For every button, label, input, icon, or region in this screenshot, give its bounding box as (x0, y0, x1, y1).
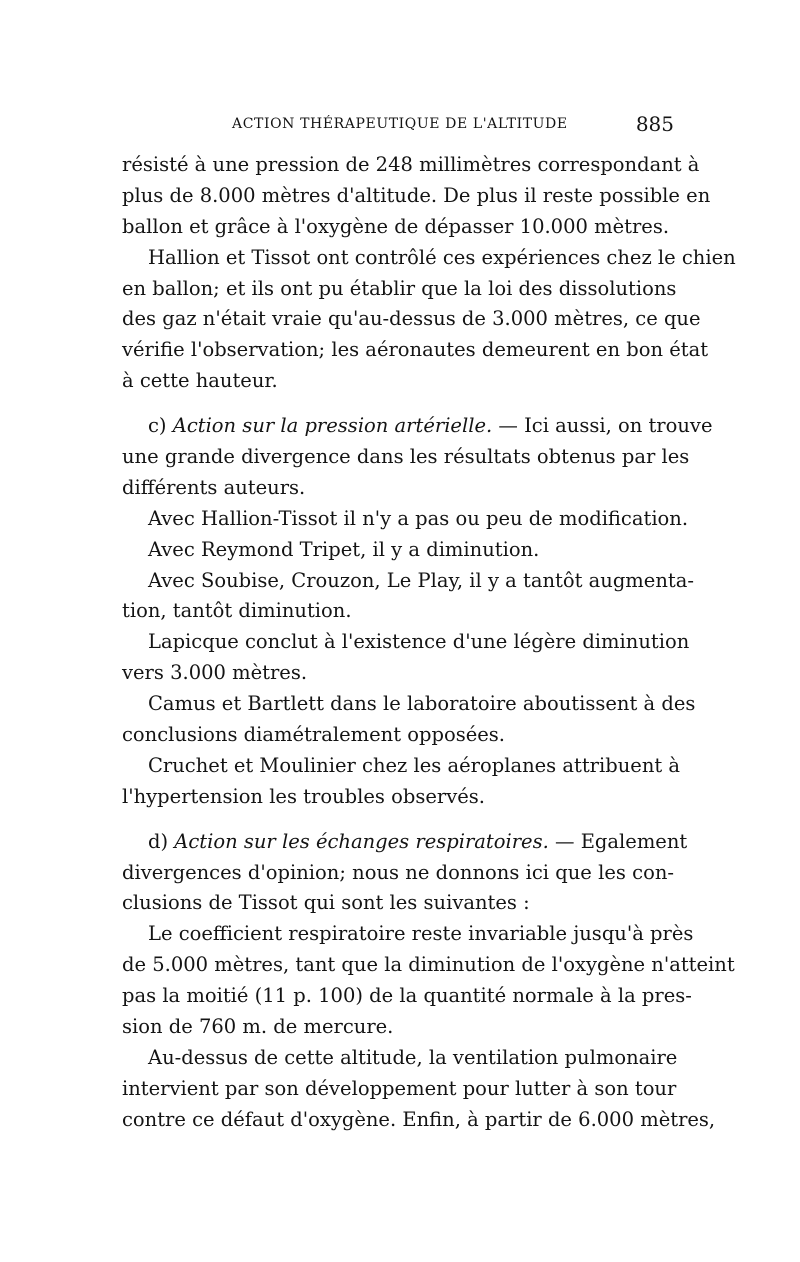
text-line: l'hypertension les troubles observés. (122, 784, 485, 808)
section-lead-in: — Ici aussi, on trouve (492, 414, 713, 438)
text-line: Hallion et Tissot ont contrôlé ces expériences chez le chien (148, 245, 736, 269)
text-line: Avec Reymond Tripet, il y a diminution. (148, 537, 540, 561)
text-line: Avec Hallion-Tissot il n'y a pas ou peu de modification. (148, 506, 689, 530)
text-line: ballon et grâce à l'oxygène de dépasser 10.000 mètres. (122, 214, 670, 238)
section-heading-line (122, 411, 713, 442)
text-line: clusions de Tissot qui sont les suivantes : (122, 891, 530, 915)
section-label: d) (148, 829, 175, 853)
text-line: Le coefficient respiratoire reste invariable jusqu'à près (148, 922, 694, 946)
text-line: résisté à une pression de 248 millimètres correspondant à (122, 153, 700, 176)
section-heading-line (122, 827, 688, 858)
page-number: 885 (635, 112, 674, 136)
text-line: une grande divergence dans les résultats obtenus par les (122, 445, 690, 469)
text-line: contre ce défaut d'oxygène. Enfin, à partir de 6.000 mètres, (122, 1107, 716, 1131)
running-title: ACTION THÉRAPEUTIQUE DE L'ALTITUDE (232, 116, 568, 132)
text-line: tion, tantôt diminution. (122, 599, 352, 623)
text-line: de 5.000 mètres, tant que la diminution de l'oxygène n'atteint (122, 953, 735, 977)
paragraph-gap (122, 397, 674, 411)
text-line: Camus et Bartlett dans le laboratoire aboutissent à des (148, 692, 696, 716)
text-line: Avec Soubise, Crouzon, Le Play, il y a tantôt augmenta- (148, 568, 694, 592)
text-line: vérifie l'observation; les aéronautes demeurent en bon état (122, 338, 709, 362)
paragraph-gap (122, 813, 674, 827)
text-line: Lapicque conclut à l'existence d'une légère diminution (148, 630, 690, 654)
text-line: en ballon; et ils ont pu établir que la loi des dissolutions (122, 276, 677, 300)
text-line: à cette hauteur. (122, 369, 278, 393)
text-line: pas la moitié (11 p. 100) de la quantité normale à la pres- (122, 984, 692, 1008)
running-header (122, 112, 674, 138)
text-line: sion de 760 m. de mercure. (122, 1015, 394, 1039)
section-lead-in: — Egalement (548, 829, 688, 853)
text-line: différents auteurs. (122, 475, 306, 499)
text-line: intervient par son développement pour lutter à son tour (122, 1076, 677, 1100)
text-line: conclusions diamétralement opposées. (122, 723, 505, 747)
text-line: Au-dessus de cette altitude, la ventilation pulmonaire (148, 1045, 678, 1069)
text-line: plus de 8.000 mètres d'altitude. De plus il reste possible en (122, 183, 711, 207)
section-label: c) (148, 414, 173, 438)
section-heading: Action sur la pression artérielle. (172, 414, 493, 438)
section-heading: Action sur les échanges respiratoires. (174, 829, 549, 853)
text-line: divergences d'opinion; nous ne donnons ici que les con- (122, 860, 674, 884)
text-line: des gaz n'était vraie qu'au-dessus de 3.000 mètres, ce que (122, 307, 701, 331)
body-text (122, 150, 736, 1136)
text-line: Cruchet et Moulinier chez les aéroplanes attribuent à (148, 753, 681, 777)
text-line: vers 3.000 mètres. (122, 661, 308, 685)
